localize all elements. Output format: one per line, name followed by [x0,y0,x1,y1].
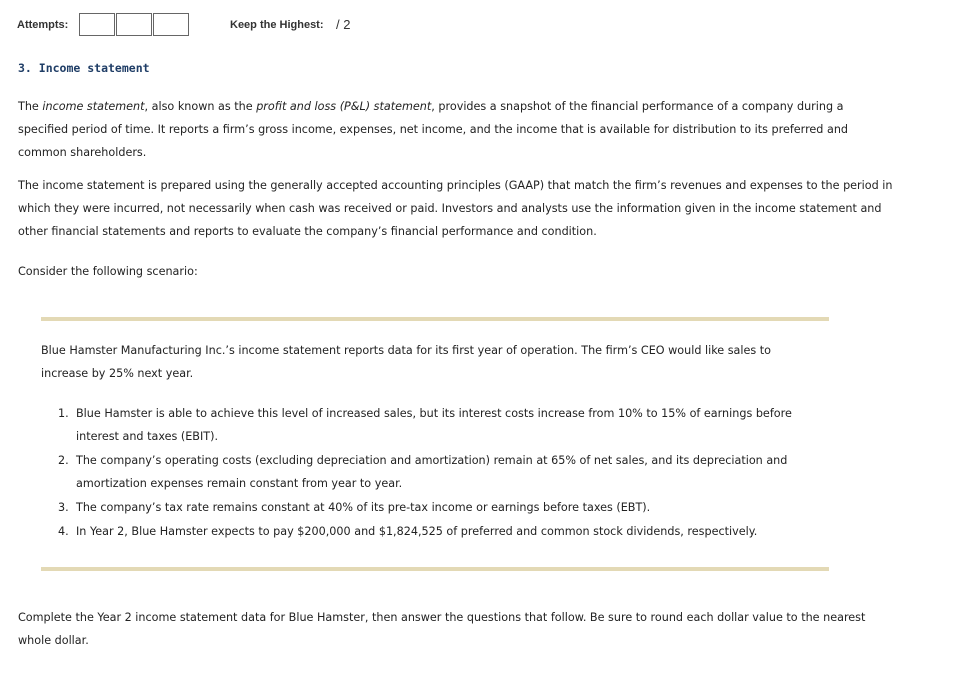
condition-text: The company’s operating costs (excluding depreciation and amortization) remain at 65% of net sales, and its depreciation and amortization expenses remain constant from year to year. [76,454,788,490]
p1-text-b: , also known as the [144,100,257,113]
scenario-conditions-list [41,402,821,544]
condition-number: 2. [58,454,69,467]
condition-item [41,449,821,495]
intro-paragraph-1 [18,95,893,164]
scenario-bottom-divider [41,567,829,571]
condition-item [41,402,821,448]
attempt-box-3 [153,13,189,36]
condition-number: 3. [58,501,69,514]
keep-highest-label: Keep the Highest: [230,19,324,31]
score-display: / 2 [336,17,351,32]
intro-paragraph-2: The income statement is prepared using the generally accepted accounting principles (GAAP) that match the firm’s revenues and expenses to the period in which they were incurred, not necessarily when cash was received or paid. Investors and analysts use the information given in the income statement and other financial statements and reports to evaluate the company’s financial performance and condition. [18,179,893,238]
condition-text: The company’s tax rate remains constant at 40% of its pre-tax income or earnings before taxes (EBT). [76,501,651,514]
attempt-box-1 [79,13,115,36]
scenario-top-divider [41,317,829,321]
instructions-paragraph: Complete the Year 2 income statement data for Blue Hamster, then answer the questions that follow. Be sure to round each dollar value to the nearest whole dollar. [18,611,866,647]
term-income-statement: income statement [42,100,145,113]
attempts-label: Attempts: [17,19,69,31]
condition-item [41,496,821,519]
condition-number: 4. [58,525,69,538]
condition-text: In Year 2, Blue Hamster expects to pay $200,000 and $1,824,525 of preferred and common stock dividends, respectively. [76,525,758,538]
condition-number: 1. [58,407,69,420]
scenario-intro: Blue Hamster Manufacturing Inc.’s income statement reports data for its first year of operation. The firm’s CEO would like sales to increase by 25% next year. [41,344,772,380]
term-pl-statement: profit and loss (P&L) statement [256,100,432,113]
attempts-bar [17,13,917,38]
p1-text-a: The [18,100,43,113]
attempt-boxes [79,13,190,36]
p1-text-c: , provides a snapshot of the financial performance of a company during a specified period of time. It reports a firm’s gross income, expenses, net income, and the income that is available for distribution to its preferred and common shareholders. [18,100,849,159]
attempt-box-2 [116,13,152,36]
section-title: 3. Income statement [18,61,150,75]
condition-text: Blue Hamster is able to achieve this level of increased sales, but its interest costs increase from 10% to 15% of earnings before interest and taxes (EBIT). [76,407,792,443]
scenario-lead: Consider the following scenario: [18,265,198,278]
condition-item [41,520,821,543]
